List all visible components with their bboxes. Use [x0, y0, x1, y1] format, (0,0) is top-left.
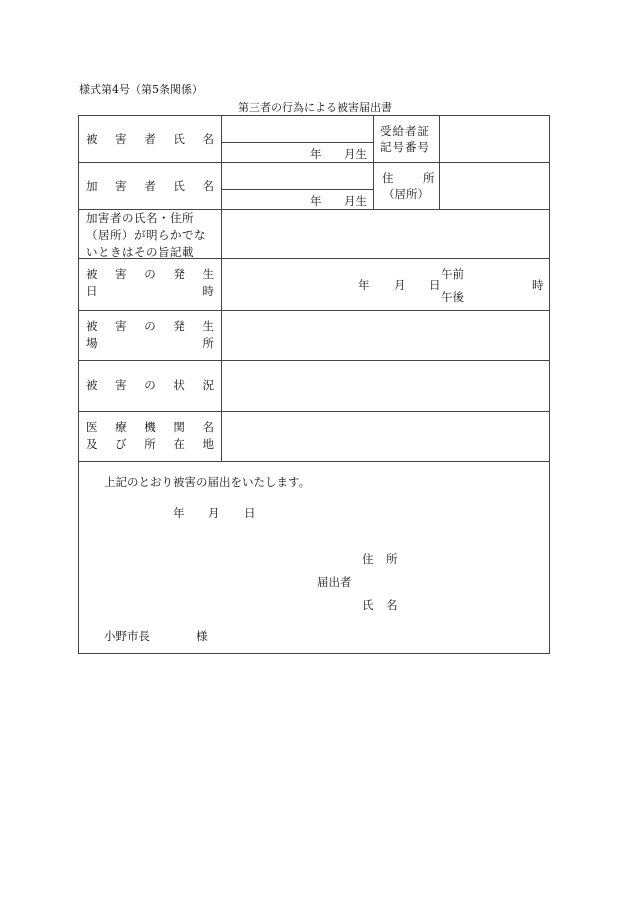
date-month: 月: [208, 506, 220, 520]
occurrence-month: 月: [394, 278, 406, 292]
occurrence-day: 日: [429, 278, 441, 292]
victim-name-field[interactable]: [221, 119, 373, 141]
notifier-label: 届出者: [317, 575, 352, 589]
occurrence-place-label: 被 害 の 発 生 場 所: [86, 319, 214, 350]
address-label-sub: （居所）: [383, 187, 429, 201]
perpetrator-address-field[interactable]: [440, 163, 549, 208]
row-divider: [78, 461, 550, 462]
occurrence-pm: 午後: [441, 290, 464, 304]
perpetrator-name-label: 加 害 者 氏 名: [86, 179, 214, 193]
unknown-perpetrator-label: 加害者の氏名・住所 （居所）が明らかでな いときはその旨記載: [86, 211, 206, 259]
medical-institution-field[interactable]: [222, 412, 549, 460]
address-label-b: 所: [423, 171, 435, 185]
notifier-name-a: 氏: [362, 598, 374, 612]
name-divider: [221, 189, 373, 190]
perpetrator-name-field[interactable]: [221, 165, 373, 187]
occurrence-am: 午前: [441, 267, 464, 281]
statement-text: 上記のとおり被害の届出をいたします。: [104, 475, 311, 489]
insured-cert-field[interactable]: [440, 116, 549, 161]
occurrence-place-field[interactable]: [222, 311, 549, 359]
perpetrator-birth-month: 月生: [344, 194, 367, 208]
form-title: 第三者の行為による被害届出書: [238, 101, 392, 114]
form-number: 様式第4号（第5条関係）: [79, 83, 203, 96]
victim-birth-month: 月生: [344, 147, 367, 161]
victim-name-label: 被 害 者 氏 名: [86, 132, 214, 146]
date-day: 日: [244, 506, 256, 520]
victim-birth-year: 年: [310, 147, 322, 161]
damage-status-field[interactable]: [222, 361, 549, 410]
insured-cert-label-1: 受給者証: [380, 124, 430, 138]
honorific: 様: [196, 629, 208, 643]
occurrence-year: 年: [358, 278, 370, 292]
column-divider: [373, 115, 374, 209]
date-year: 年: [173, 506, 185, 520]
name-divider: [221, 142, 373, 143]
notifier-address-b: 所: [386, 552, 398, 566]
addressee: 小野市長: [104, 629, 150, 643]
address-label-a: 住: [382, 171, 394, 185]
medical-institution-label: 医 療 機 関 名 及 び 所 在 地: [86, 420, 214, 451]
damage-status-label: 被 害 の 状 況: [86, 378, 214, 392]
insured-cert-label-2: 記号番号: [380, 140, 430, 154]
notifier-address-a: 住: [362, 552, 374, 566]
unknown-perpetrator-field[interactable]: [222, 210, 549, 257]
occurrence-datetime-label: 被 害 の 発 生 日 時: [86, 267, 214, 298]
perpetrator-birth-year: 年: [310, 194, 322, 208]
occurrence-hour: 時: [532, 278, 544, 292]
notifier-name-b: 名: [386, 598, 398, 612]
